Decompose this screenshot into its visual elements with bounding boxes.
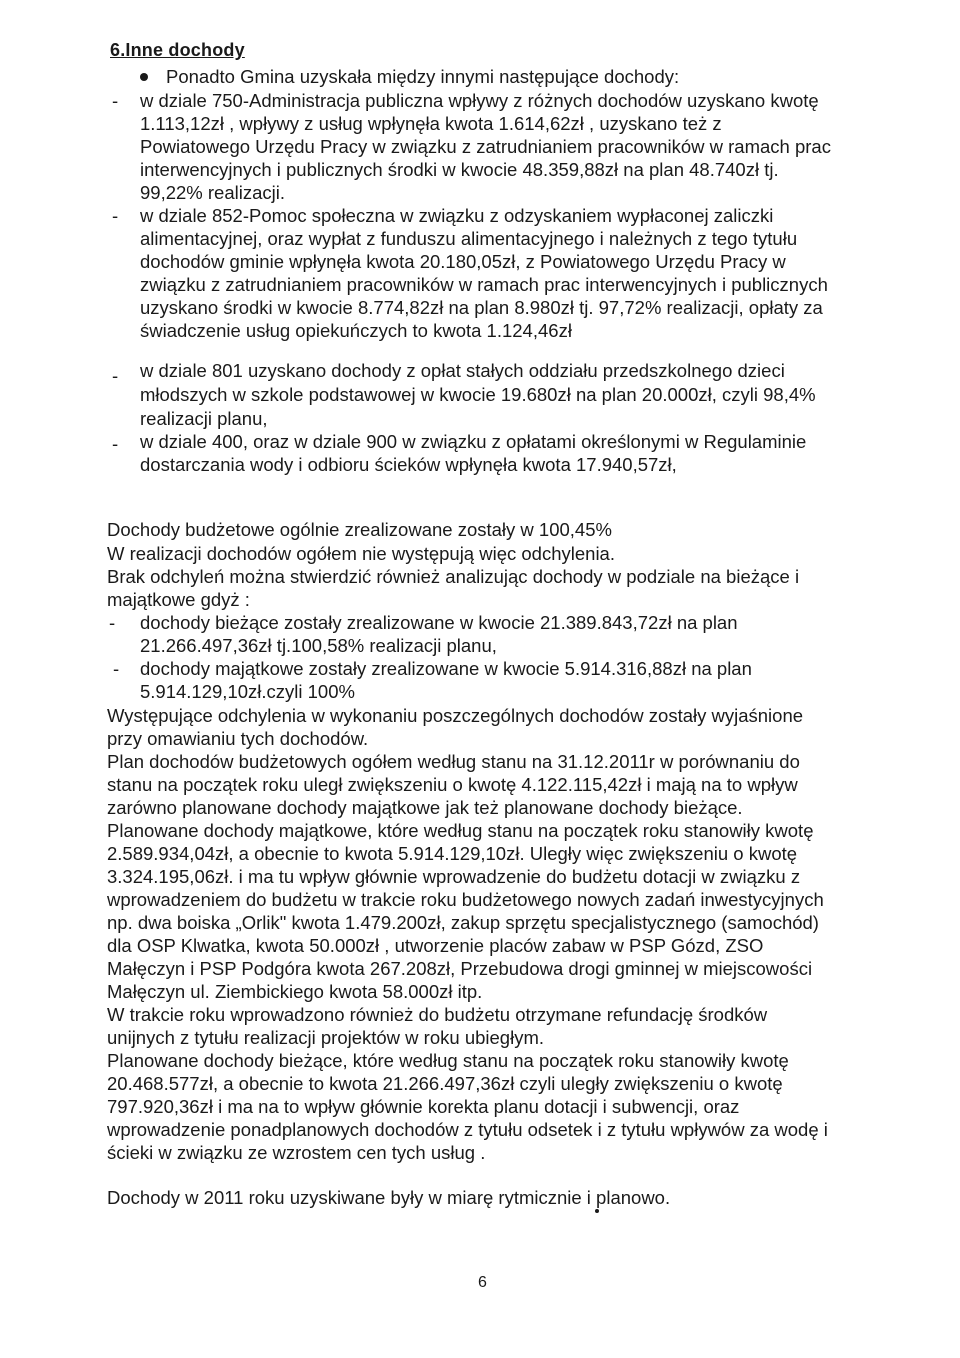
section-852-line: uzyskano środki w kwocie 8.774,82zł na plan 8.980zł tj. 97,72% realizacji, opłaty za bbox=[140, 297, 823, 318]
section-801-line: w dziale 801 uzyskano dochody z opłat stałych oddziału przedszkolnego dzieci bbox=[140, 360, 785, 381]
bullet-icon bbox=[140, 73, 148, 81]
body-line: Małęczyn i PSP Podgóra kwota 267.208zł, Przebudowa drogi gminnej w miejscowości bbox=[107, 958, 813, 979]
section-400-line: w dziale 400, oraz w dziale 900 w związku z opłatami określonymi w Regulaminie bbox=[140, 431, 807, 452]
stray-dot bbox=[595, 1209, 599, 1213]
body-line: wprowadzeniem do budżetu w trakcie roku budżetowego nowych zadań inwestycyjnych bbox=[107, 889, 824, 910]
closing-line: Dochody w 2011 roku uzyskiwane były w miarę rytmicznie i planowo. bbox=[107, 1187, 671, 1208]
dash-marker: - bbox=[112, 90, 119, 111]
section-400-line: dostarczania wody i odbioru ścieków wpłynęła kwota 17.940,57zł, bbox=[140, 454, 677, 475]
section-852-line: dochodów gminie wpłynęła kwota 20.180,05zł, z Powiatowego Urzędu Pracy w bbox=[140, 251, 786, 272]
body-line: Plan dochodów budżetowych ogółem według stanu na 31.12.2011r w porównaniu do bbox=[107, 751, 800, 772]
summary-line: Dochody budżetowe ogólnie zrealizowane zostały w 100,45% bbox=[107, 519, 612, 540]
section-852-line: alimentacyjnej, oraz wypłat z funduszu alimentacyjnego i należnych z tego tytułu bbox=[140, 228, 798, 249]
dash-marker: - bbox=[112, 205, 119, 226]
page-number: 6 bbox=[478, 1274, 487, 1291]
body-line: wprowadzenie ponadplanowych dochodów z tytułu odsetek i z tytułu wpływów za wodę i bbox=[107, 1119, 828, 1140]
body-line: np. dwa boiska „Orlik" kwota 1.479.200zł, zakup sprzętu specjalistycznego (samochód) bbox=[107, 912, 819, 933]
body-line: dla OSP Klwatka, kwota 50.000zł , utworzenie placów zabaw w PSP Gózd, ZSO bbox=[107, 935, 764, 956]
body-line: unijnych z tytułu realizacji projektów w roku ubiegłym. bbox=[107, 1027, 544, 1048]
body-line: 3.324.195,06zł. i ma tu wpływ głównie wprowadzenie do budżetu dotacji w związku z bbox=[107, 866, 801, 887]
intro-text: Ponadto Gmina uzyskała między innymi następujące dochody: bbox=[166, 66, 680, 87]
section-heading: 6.Inne dochody bbox=[110, 40, 245, 60]
section-750-line: interwencyjnych i publicznych środki w kwocie 48.359,88zł na plan 48.740zł tj. bbox=[140, 159, 779, 180]
current-income-line: dochody bieżące zostały zrealizowane w kwocie 21.389.843,72zł na plan bbox=[140, 612, 738, 633]
section-801-line: młodszych w szkole podstawowej w kwocie 19.680zł na plan 20.000zł, czyli 98,4% bbox=[140, 384, 816, 405]
body-line: Występujące odchylenia w wykonaniu poszczególnych dochodów zostały wyjaśnione bbox=[107, 705, 804, 726]
section-801-line: realizacji planu, bbox=[140, 408, 268, 429]
dash-marker: - bbox=[112, 433, 119, 454]
section-852-line: w dziale 852-Pomoc społeczna w związku z odzyskaniem wypłaconej zaliczki bbox=[140, 205, 774, 226]
body-line: zarówno planowane dochody majątkowe jak też planowane dochody bieżące. bbox=[107, 797, 743, 818]
section-750-line: w dziale 750-Administracja publiczna wpływy z różnych dochodów uzyskano kwotę bbox=[140, 90, 819, 111]
body-line: Małęczyn ul. Ziembickiego kwota 58.000zł itp. bbox=[107, 981, 483, 1002]
body-line: 797.920,36zł i ma na to wpływ głównie korekta planu dotacji i subwencji, oraz bbox=[107, 1096, 740, 1117]
section-852-line: związku z zatrudnianiem pracowników w ramach prac interwencyjnych i publicznych bbox=[140, 274, 828, 295]
body-line: W trakcie roku wprowadzono również do budżetu otrzymane refundację środków bbox=[107, 1004, 768, 1025]
summary-line: majątkowe gdyż : bbox=[107, 589, 250, 610]
section-750-line: 99,22% realizacji. bbox=[140, 182, 285, 203]
current-income-line: 21.266.497,36zł tj.100,58% realizacji planu, bbox=[140, 635, 497, 656]
summary-line: W realizacji dochodów ogółem nie występują więc odchylenia. bbox=[107, 543, 615, 564]
body-line: przy omawianiu tych dochodów. bbox=[107, 728, 369, 749]
body-line: Planowane dochody majątkowe, które według stanu na początek roku stanowiły kwotę bbox=[107, 820, 814, 841]
section-750-line: 1.113,12zł , wpływy z usług wpłynęła kwota 1.614,62zł , uzyskano też z bbox=[140, 113, 722, 134]
dash-marker: - bbox=[113, 658, 120, 679]
section-852-line: świadczenie usług opiekuńczych to kwota 1.124,46zł bbox=[140, 320, 572, 341]
dash-marker: - bbox=[109, 612, 116, 633]
body-line: Planowane dochody bieżące, które według stanu na początek roku stanowiły kwotę bbox=[107, 1050, 789, 1071]
summary-line: Brak odchyleń można stwierdzić również analizując dochody w podziale na bieżące i bbox=[107, 566, 800, 587]
capital-income-line: dochody majątkowe zostały zrealizowane w kwocie 5.914.316,88zł na plan bbox=[140, 658, 752, 679]
body-line: ścieki w związku ze wzrostem cen tych usług . bbox=[107, 1142, 486, 1163]
dash-marker: - bbox=[112, 365, 119, 386]
section-750-line: Powiatowego Urzędu Pracy w związku z zatrudnianiem pracowników w ramach prac bbox=[140, 136, 831, 157]
body-line: 20.468.577zł, a obecnie to kwota 21.266.497,36zł czyli uległy zwiększeniu o kwotę bbox=[107, 1073, 783, 1094]
body-line: stanu na początek roku uległ zwiększeniu o kwotę 4.122.115,42zł i mają na to wpływ bbox=[107, 774, 798, 795]
capital-income-line: 5.914.129,10zł.czyli 100% bbox=[140, 681, 355, 702]
body-line: 2.589.934,04zł, a obecnie to kwota 5.914.129,10zł. Uległy więc zwiększeniu o kwotę bbox=[107, 843, 798, 864]
